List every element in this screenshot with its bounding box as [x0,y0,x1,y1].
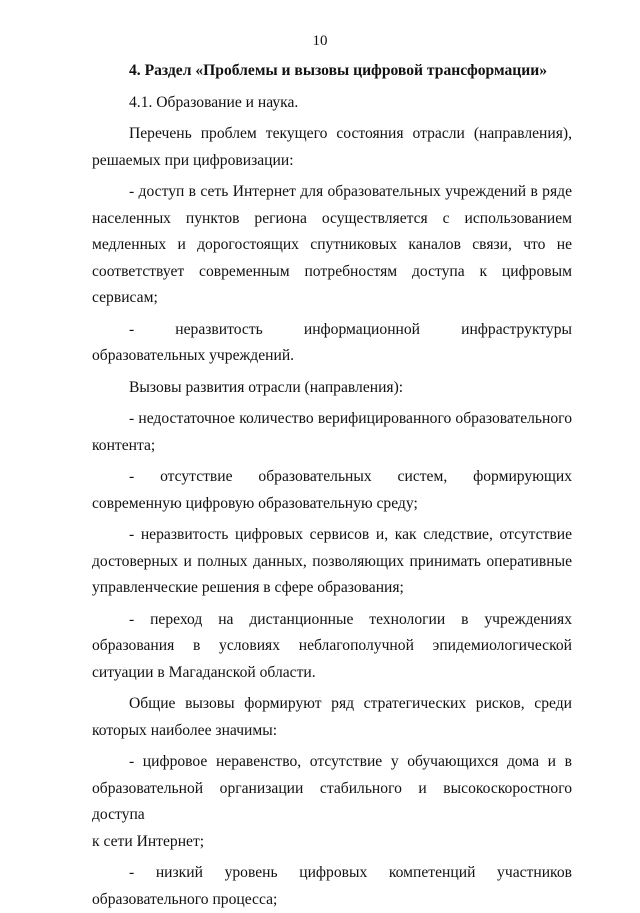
risk-item-digital-inequality: - цифровое неравенство, отсутствие у обучающихся дома и в образовательной организации стабильного и высокоскоростного доступа [92,753,572,823]
problem-item: - доступ в сеть Интернет для образовательных учреждений в ряде населенных пунктов региона осуществляется с использованием медленных и дорогостоящих спутниковых каналов связи, что не соответствует современным потребностям доступа к цифровым сервисам; [92,183,572,306]
challenge-item: - переход на дистанционные технологии в учреждениях образования в условиях неблагополучной эпидемиологической ситуации в Магаданской области. [92,610,572,681]
risks-intro: Общие вызовы формируют ряд стратегических рисков, среди которых наиболее значимы: [92,695,572,739]
subsection-title: 4.1. Образование и наука. [129,93,299,111]
challenge-item: - недостаточное количество верифицированного образовательного контента; [92,410,572,454]
risk-item-digital-inequality-continued: к сети Интернет; [92,832,205,850]
section-heading: 4. Раздел «Проблемы и вызовы цифровой трансформации» [129,62,548,79]
risk-item-low-competence: - низкий уровень цифровых компетенций участников образовательного процесса; [92,864,572,908]
challenge-item: - отсутствие образовательных систем, формирующих современную цифровую образовательную среду; [92,468,572,512]
document-body [92,58,572,913]
challenge-item: - неразвитость цифровых сервисов и, как следствие, отсутствие достоверных и полных данных, позволяющих принимать оперативные управленческие решения в сфере образования; [92,526,572,596]
problem-item: - неразвитость информационной инфраструктуры образовательных учреждений. [92,320,572,364]
challenges-intro: Вызовы развития отрасли (направления): [129,378,404,396]
problems-intro: Перечень проблем текущего состояния отрасли (направления), решаемых при цифровизации: [92,125,572,169]
page-number: 10 [312,33,328,49]
